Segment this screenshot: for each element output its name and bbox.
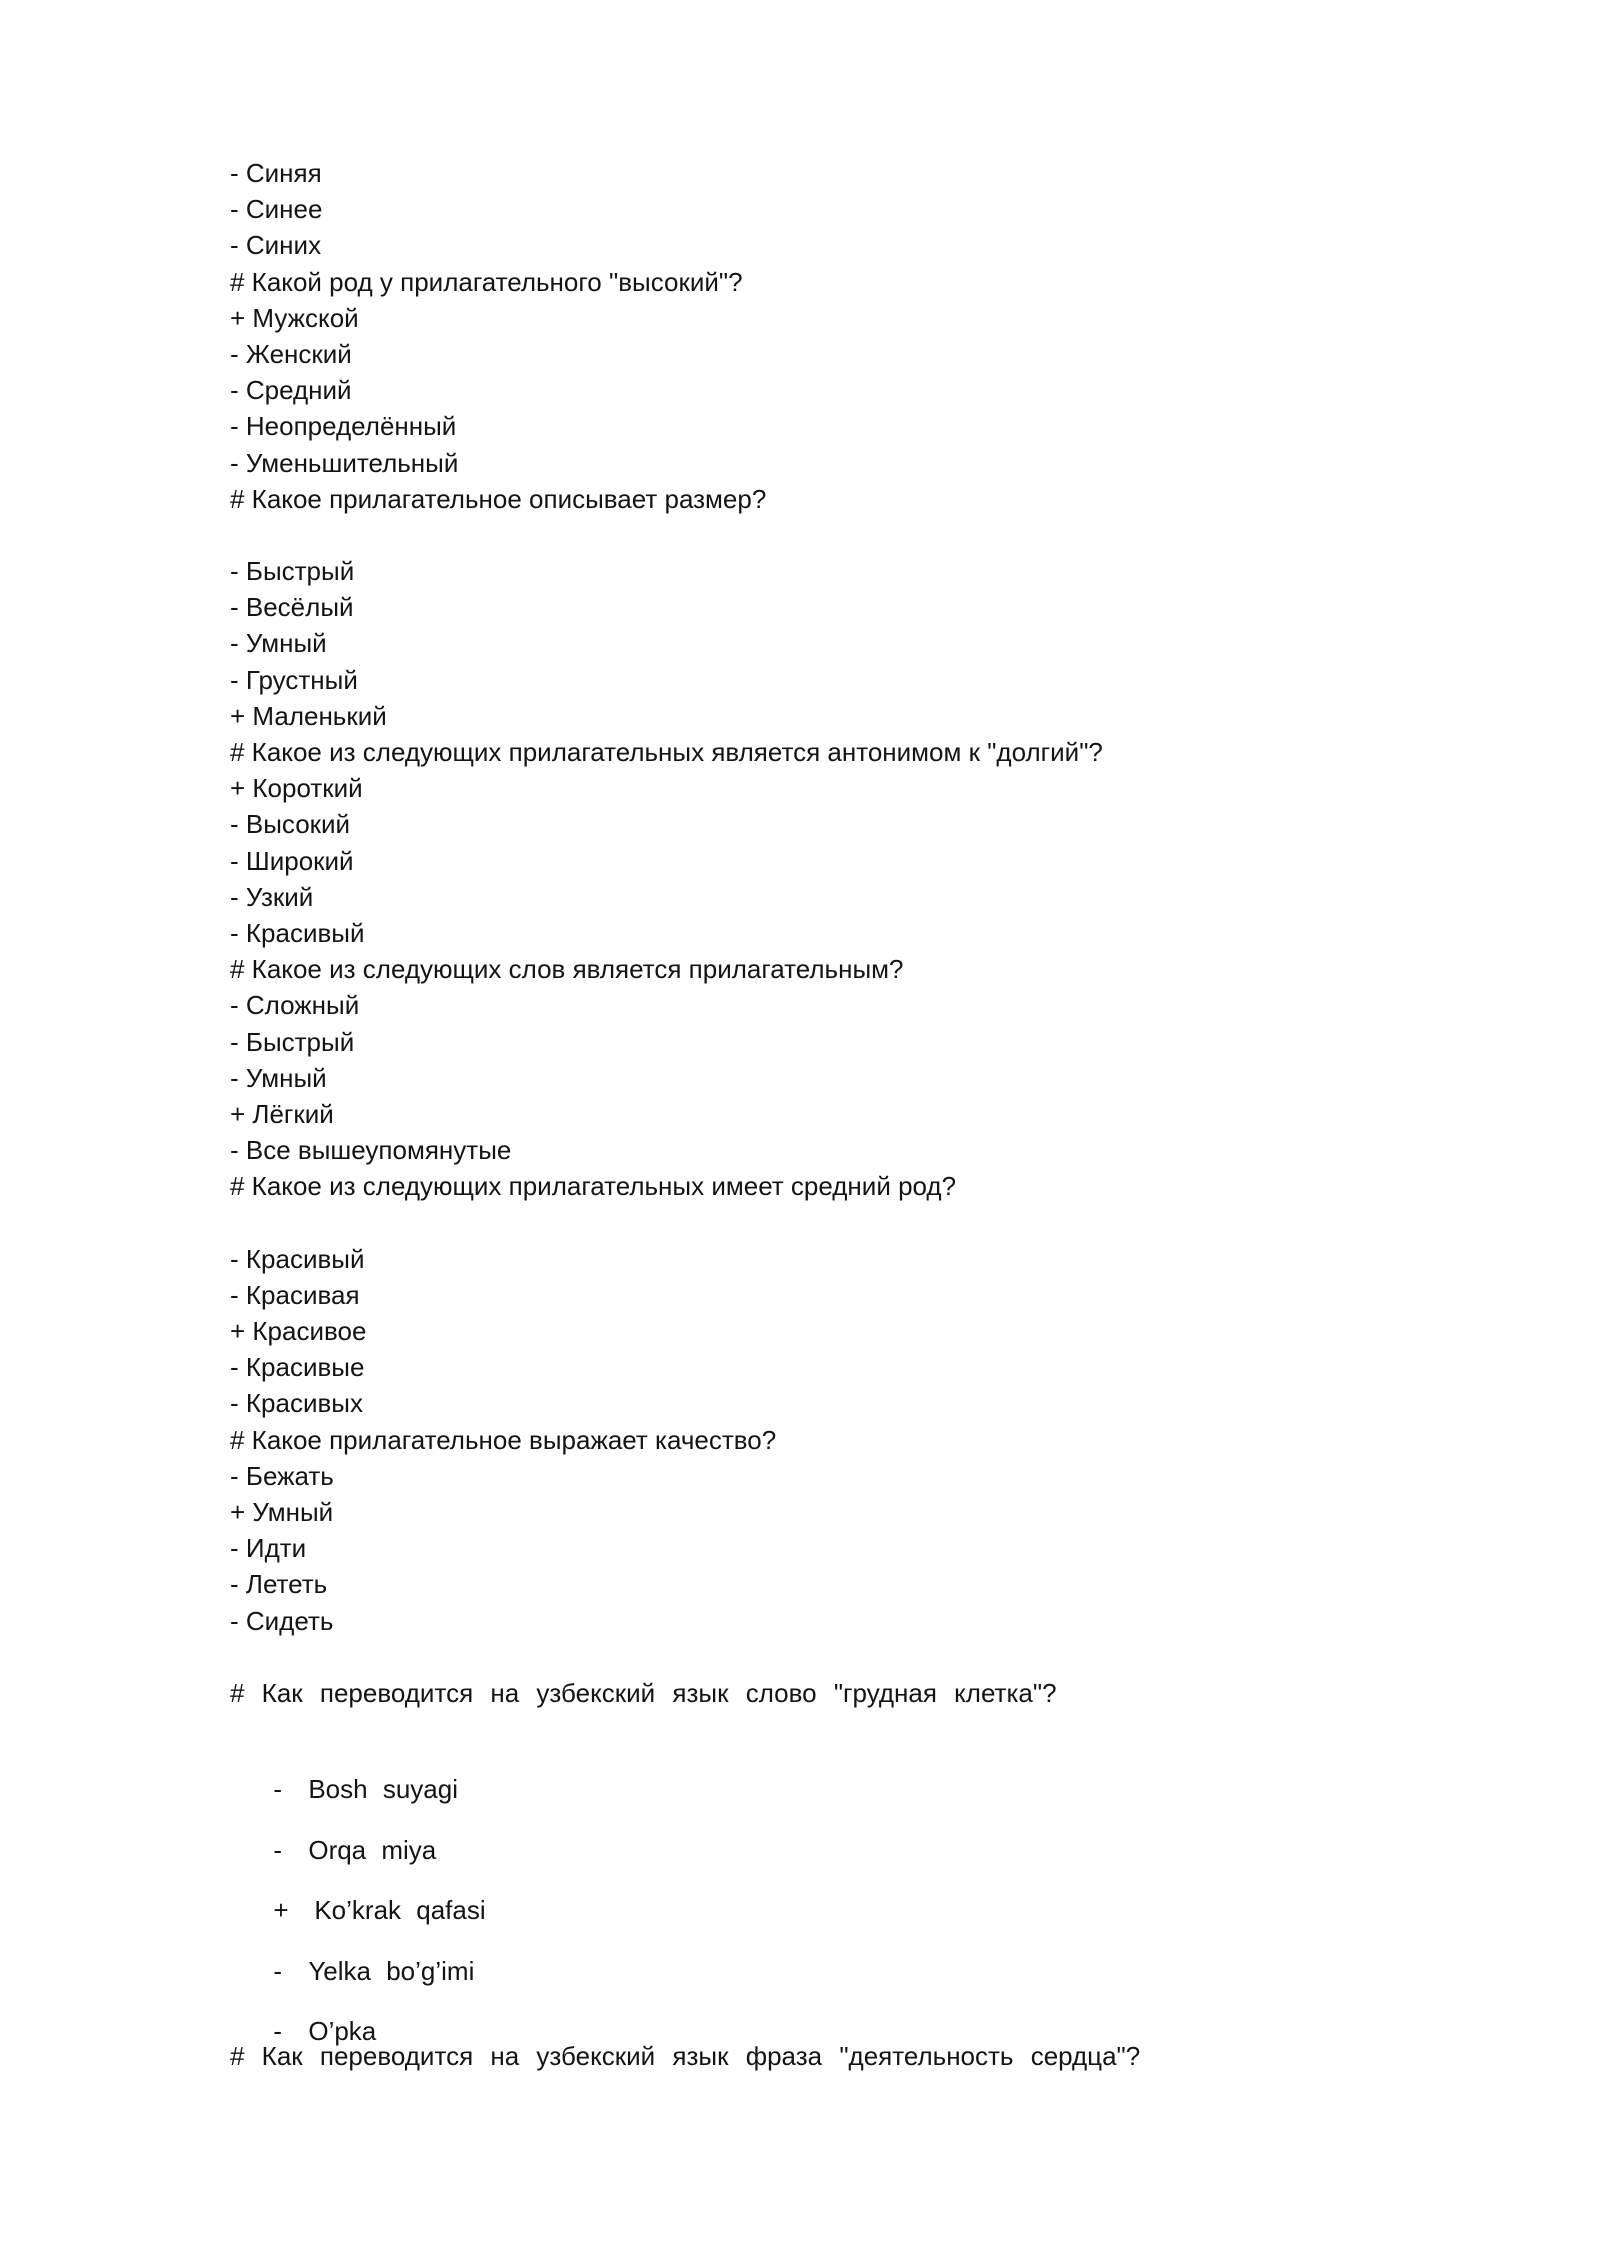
answer-option: - Синее [230, 194, 323, 225]
answer-option: - Красивые [230, 1352, 365, 1383]
answer-option: - Широкий [230, 845, 354, 876]
answer-option: - Быстрый [230, 556, 355, 587]
blank-line [230, 517, 1430, 553]
answer-option-correct: + Мужской [230, 302, 359, 333]
answer-option [230, 1735, 1430, 1805]
option-text: Yelka bo’g’imi [308, 1955, 475, 1986]
answer-option-correct: + Лёгкий [230, 1098, 334, 1129]
question-line: # Как переводится на узбекский язык слово "грудная клетка"? [230, 1677, 1057, 1708]
answer-option: - Все вышеупомянутые [230, 1135, 512, 1166]
answer-option: - Умный [230, 1062, 327, 1093]
answer-option: - Красивый [230, 917, 365, 948]
blank-line [230, 1639, 1430, 1675]
answer-option: - Синяя [230, 158, 322, 188]
blank-line [230, 1204, 1430, 1240]
answer-option: - Лететь [230, 1569, 328, 1600]
question-line: # Какое из следующих прилагательных является антонимом к "долгий"? [230, 737, 1103, 767]
option-text: Ko’krak qafasi [314, 1895, 486, 1926]
answer-option: - Красивый [230, 1243, 365, 1274]
question-line: # Какое прилагательное описывает размер? [230, 483, 767, 514]
option-text: Bosh suyagi [308, 1774, 458, 1805]
option-text: Orqa miya [308, 1834, 437, 1865]
question-line: # Какое прилагательное выражает качество? [230, 1424, 777, 1455]
answer-option-correct: + Маленький [230, 700, 387, 731]
answer-option-correct: + Красивое [230, 1316, 367, 1346]
answer-option: - Грустный [230, 664, 358, 695]
question-line: # Какой род у прилагательного "высокий"? [230, 266, 743, 297]
answer-option: - Уменьшительный [230, 447, 459, 478]
answer-option: - Красивых [230, 1388, 363, 1419]
answer-option: - Быстрый [230, 1026, 355, 1057]
answer-option-correct: + Короткий [230, 773, 363, 804]
answer-option: - Идти [230, 1533, 307, 1564]
question-line: # Как переводится на узбекский язык фраза "деятельность сердца"? [230, 2040, 1141, 2071]
option-marker: - [273, 1834, 283, 1865]
option-marker: - [273, 2016, 283, 2047]
answer-option: - Высокий [230, 809, 351, 840]
answer-option: - Весёлый [230, 592, 354, 623]
answer-option: - Женский [230, 338, 352, 369]
answer-option: - Сидеть [230, 1605, 334, 1636]
answer-option: - Бежать [230, 1460, 334, 1491]
option-marker: - [273, 1955, 283, 1986]
answer-option-correct: + Умный [230, 1496, 334, 1527]
option-marker: + [273, 1895, 289, 1926]
answer-option: - Неопределённый [230, 411, 457, 442]
answer-option: - Умный [230, 628, 327, 659]
answer-option: - Сложный [230, 990, 360, 1021]
document-body [230, 155, 1430, 2074]
option-text: O’pka [308, 2016, 377, 2047]
option-marker: - [273, 1774, 283, 1805]
answer-option: - Красивая [230, 1279, 360, 1310]
answer-option: - Узкий [230, 881, 314, 912]
answer-option: - Средний [230, 375, 352, 406]
answer-option: - Синих [230, 230, 322, 261]
question-line: # Какое из следующих слов является прилагательным? [230, 954, 904, 985]
question-line: # Какое из следующих прилагательных имеет средний род? [230, 1171, 957, 1202]
